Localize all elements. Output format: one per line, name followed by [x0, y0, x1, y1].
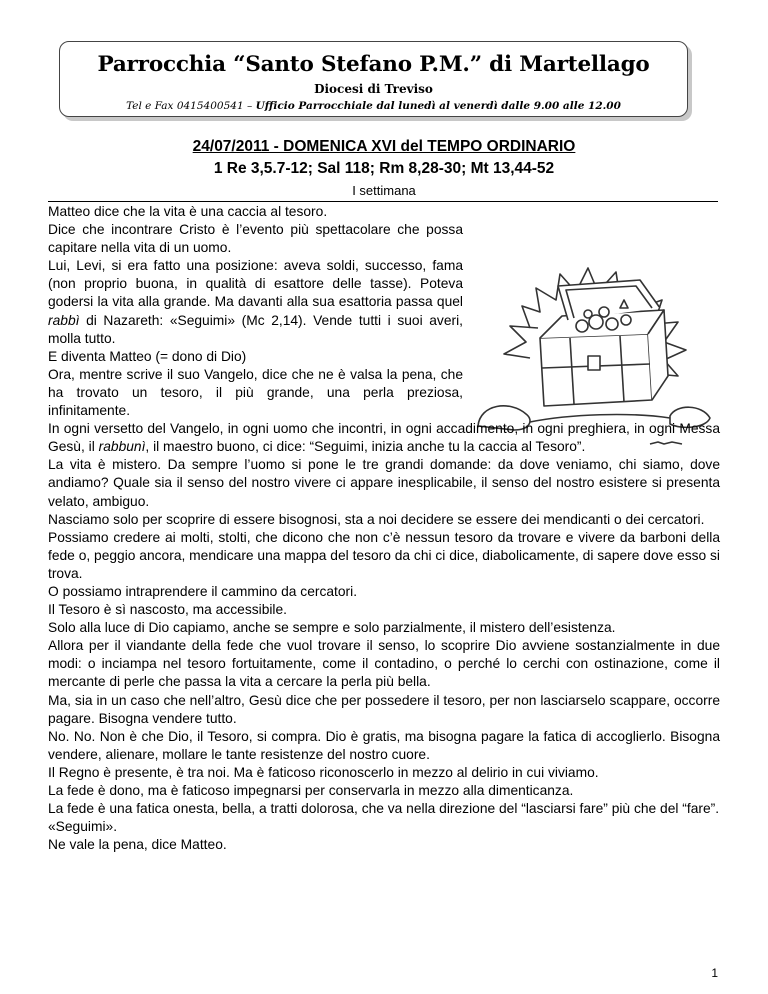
paragraph: Il Tesoro è sì nascosto, ma accessibile.	[48, 602, 287, 618]
paragraph: O possiamo intraprendere il cammino da cercatori.	[48, 583, 358, 599]
phone-fax: Tel e Fax 0415400541 –	[126, 100, 256, 112]
divider	[48, 201, 718, 202]
paragraph: Allora per il viandante della fede che vuol trovare il senso, lo scoprire Dio avviene sostanzialmente in due modi: o inciampa nel tesoro fortuitamente, come il contadino, o perché lo cerchi con ostinazione, come il mercante di perle che passa la vita a cercare la perla più bella.	[48, 638, 720, 690]
liturgy-date-title: 24/07/2011 - DOMENICA XVI del TEMPO ORDINARIO	[192, 138, 576, 155]
paragraph: Lui, Levi, si era fatto una posizione: aveva soldi, successo, fama (non proprio buona, in qualità di esattore delle tasse). Poteva godersi la vita alla grande. Ma davanti alla sua esattoria passa quel rabbì di Nazareth: «Seguimi» (Mc 2,14). Vende tutti i suoi averi, molla tutto.	[48, 258, 463, 346]
italic-word: rabbì	[48, 312, 80, 328]
page-number: 1	[711, 966, 718, 980]
italic-word: rabbunì	[98, 439, 146, 455]
paragraph: In ogni versetto del Vangelo, in ogni uomo che incontri, in ogni accadimento, in ogni preghiera, in ogni Messa Gesù, il rabbunì, il maestro buono, ci dice: “Seguimi, inizia anche tu la caccia al Tesoro”.	[48, 421, 720, 455]
diocese-name: Diocesi di Treviso	[314, 82, 433, 96]
parish-title: Parrocchia “Santo Stefano P.M.” di Martellago	[97, 52, 650, 77]
paragraph: La fede è dono, ma è faticoso impegnarsi per conservarla in mezzo alla dimenticanza.	[48, 783, 574, 798]
paragraph: La fede è una fatica onesta, bella, a tratti dolorosa, che va nella direzione del “lasciarsi fare” più che del “fare”.	[48, 801, 720, 817]
paragraph: Ne vale la pena, dice Matteo.	[48, 837, 227, 853]
liturgy-week: I settimana	[352, 183, 416, 198]
paragraph: Nasciamo solo per scoprire di essere bisognosi, sta a noi decidere se essere dei mendicanti o dei cercatori.	[48, 511, 705, 527]
liturgy-readings: 1 Re 3,5.7-12; Sal 118; Rm 8,28-30; Mt 13,44-52	[213, 160, 555, 177]
paragraph: «Seguimi».	[48, 819, 118, 835]
paragraph: Matteo dice che la vita è una caccia al tesoro.	[48, 204, 328, 219]
parish-header	[59, 41, 688, 117]
paragraph: La vita è mistero. Da sempre l’uomo si pone le tre grandi domande: da dove veniamo, chi siamo, dove andiamo? Quale sia il senso del nostro vivere ci appare inesplicabile, il senso del nostro esistere si presenta velato, ambiguo.	[48, 457, 720, 509]
contact-line	[60, 100, 687, 112]
paragraph: Il Regno è presente, è tra noi. Ma è faticoso riconoscerlo in mezzo al delirio in cui viviamo.	[48, 764, 599, 780]
paragraph: Ora, mentre scrive il suo Vangelo, dice che ne è valsa la pena, che ha trovato un tesoro, il più grande, una perla preziosa, infinitamente.	[48, 366, 463, 419]
paragraph: Possiamo credere ai molti, stolti, che dicono che non c’è nessun tesoro da trovare e vivere da barboni della fede o, peggio ancora, mendicare una mappa del tesoro da chi ci dice, diabolicamente, di sapere dove esso si trova.	[48, 529, 720, 581]
paragraph: Ma, sia in un caso che nell’altro, Gesù dice che per possedere il tesoro, per non lasciarselo scappare, occorre pagare. Bisogna vendere tutto.	[48, 692, 720, 726]
paragraph: E diventa Matteo (= dono di Dio)	[48, 348, 247, 364]
paragraph: Solo alla luce di Dio capiamo, anche se sempre e solo parzialmente, il mistero dell’esistenza.	[48, 620, 616, 636]
article-body	[48, 203, 720, 854]
office-hours: Ufficio Parrocchiale dal lunedì al venerdì dalle 9.00 alle 12.00	[255, 100, 621, 112]
paragraph: Dice che incontrare Cristo è l’evento più spettacolare che possa capitare nella vita di un uomo.	[48, 222, 463, 256]
paragraph: No. No. Non è che Dio, il Tesoro, si compra. Dio è gratis, ma bisogna pagare la fatica di accoglierlo. Bisogna vendere, alienare, mollare le tante resistenze del nostro cuore.	[48, 728, 720, 762]
